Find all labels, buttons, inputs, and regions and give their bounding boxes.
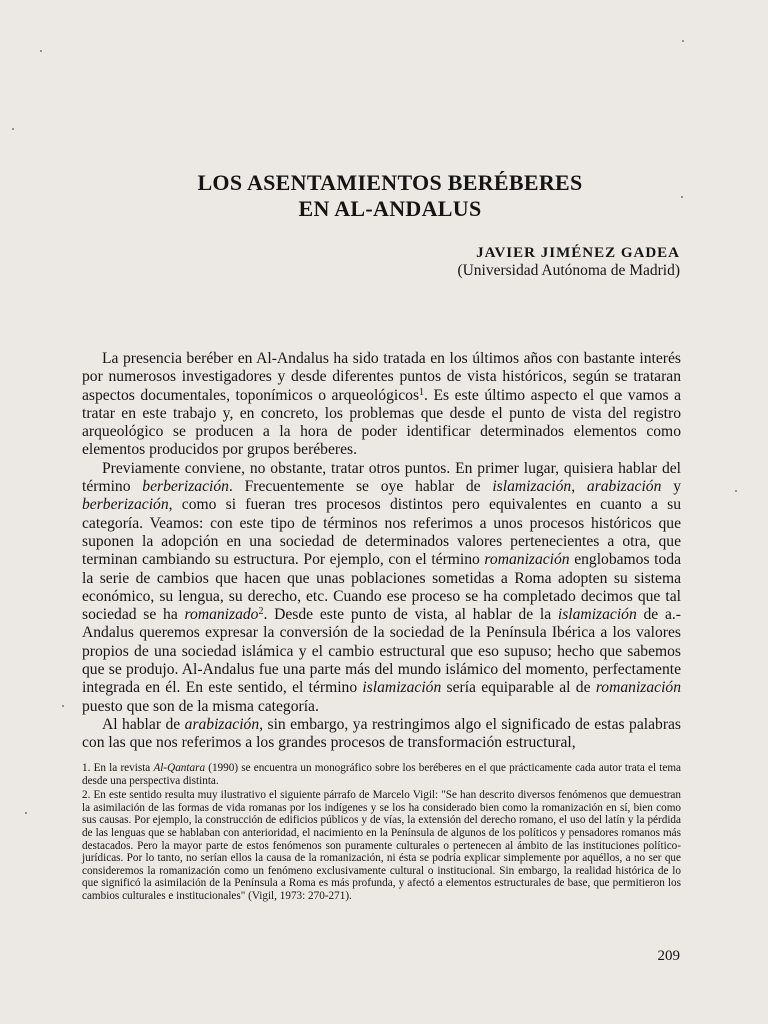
text-span: . Es este último aspecto el que vamos a tratar en este trabajo y, en concreto, los problemas que desde el punto de vista del registro arqueológico se producen a la hora de poder identificar determinados elementos como elementos producidos por grupos beréberes. xyxy=(82,386,681,459)
paragraph-2 xyxy=(82,460,681,716)
italic-term: berberización xyxy=(82,496,169,514)
title-line-1: LOS ASENTAMIENTOS BERÉBERES xyxy=(197,170,583,195)
author-name: JAVIER JIMÉNEZ GADEA xyxy=(476,245,680,261)
text-span: 1. En la revista xyxy=(82,762,154,774)
italic-term: romanización xyxy=(484,551,570,569)
scan-speck xyxy=(40,50,42,52)
text-span: (1990) se encuentra un monográfico sobre los beréberes en el que prácticamente cada autor trata el tema desde una perspectiva distinta. xyxy=(82,762,681,787)
text-span: de a.-Andalus queremos expresar la conversión de la sociedad de la Península Ibérica a los valores propios de una sociedad islámica y el cambio estructural que eso supuso; hecho que sabemos que se produjo. Al-Andalus fue una parte más del mundo islámico del momento, perfectamente integrada en él. En este sentido, el término xyxy=(82,606,681,697)
text-span: sería equiparable al de xyxy=(441,679,596,697)
paragraph-3 xyxy=(82,716,681,753)
scan-speck xyxy=(735,490,737,492)
text-span: y xyxy=(661,478,681,496)
text-span: , como si fueran tres procesos distintos pero equivalentes en cuanto a su categoría. Veamos: con este tipo de términos nos referimos a unos procesos históricos que suponen la adopción en una sociedad de determinados valores pertenecientes a otra, que terminan cambiando su estructura. Por ejemplo, con el término xyxy=(82,496,681,569)
text-span: , xyxy=(571,478,587,496)
scan-speck xyxy=(25,812,27,814)
italic-term: berberización xyxy=(142,478,229,496)
italic-term: arabización xyxy=(586,478,662,496)
article-title xyxy=(100,170,680,222)
italic-term: romanizado xyxy=(184,606,259,624)
text-span: , sin embargo, ya restringimos algo el significado de estas palabras con las que nos referimos a los grandes procesos de transformación estructural, xyxy=(82,715,681,752)
italic-term: islamización xyxy=(362,679,442,697)
footnote-2: 2. En este sentido resulta muy ilustrativo el siguiente párrafo de Marcelo Vigil: "Se han descrito diversos fenómenos que demuestran la asimilación de las formas de vida romanas por los indígenes y se los ha considerado bien como la romanización en sí, bien como sus causas. Por ejemplo, la construcción de edificios públicos y de vías, la extensión del derecho romano, el uso del latín y la pérdida de las lenguas que se hablaban con anterioridad, el nacimiento en la Península de algunos de los políticos y pensadores romanos más destacados. Pero la mayor parte de estos fenómenos son puramente culturales o pertenecen al ámbito de las instituciones político-jurídicas. Por lo tanto, no serían ellos la causa de la romanización, ni ésta se podría explicar simplemente por aquéllos, a no ser que consideremos la romanización como un fenómeno exclusivamente cultural o institucional. Sin embargo, la realidad histórica de lo que significó la asimilación de la Península a Roma es más profunda, y afectó a elementos estructurales de base, que permitieron los cambios culturales e institucionales" (Vigil, 1973: 270-271). xyxy=(82,789,681,902)
italic-term: islamización xyxy=(557,606,637,624)
author-affiliation: (Universidad Autónoma de Madrid) xyxy=(457,262,680,279)
footnote-ref-2: 2 xyxy=(258,606,264,618)
scan-speck xyxy=(12,128,14,130)
footnote-ref-1: 1 xyxy=(419,386,425,398)
title-line-2: EN AL-ANDALUS xyxy=(298,196,482,221)
scan-speck xyxy=(62,705,64,707)
paragraph-1 xyxy=(82,350,681,460)
text-span: Previamente conviene, no obstante, tratar otros puntos. En primer lugar, quisiera hablar del término xyxy=(82,459,681,496)
author-block xyxy=(457,244,680,280)
italic-term: romanización xyxy=(595,679,681,697)
text-span: La presencia beréber en Al-Andalus ha sido tratada en los últimos años con bastante interés por numerosos investigadores y desde diferentes puntos de vista históricos, según se trataran aspectos documentales, toponímicos o arqueológicos xyxy=(82,350,681,404)
italic-term: arabización xyxy=(184,715,260,733)
text-span: . Desde este punto de vista, al hablar de la xyxy=(263,606,558,624)
body-text xyxy=(82,350,681,753)
text-span: puesto que son de la misma categoría. xyxy=(82,697,319,715)
italic-term: Al-Qantara xyxy=(153,762,206,774)
text-span: Al hablar de xyxy=(102,715,185,733)
footnotes xyxy=(82,762,681,905)
scan-speck xyxy=(681,196,683,198)
text-span: . Frecuentemente se oye hablar de xyxy=(228,478,493,496)
scan-speck xyxy=(682,40,684,42)
text-span: englobamos toda la serie de cambios que hacen que unas poblaciones sometidas a Roma adopten su sistema económico, su lengua, su derecho, etc. Cuando ese proceso se ha completado decimos que tal sociedad se ha xyxy=(82,551,681,624)
footnote-1 xyxy=(82,762,681,787)
page-number: 209 xyxy=(657,948,680,964)
italic-term: islamización xyxy=(492,478,572,496)
